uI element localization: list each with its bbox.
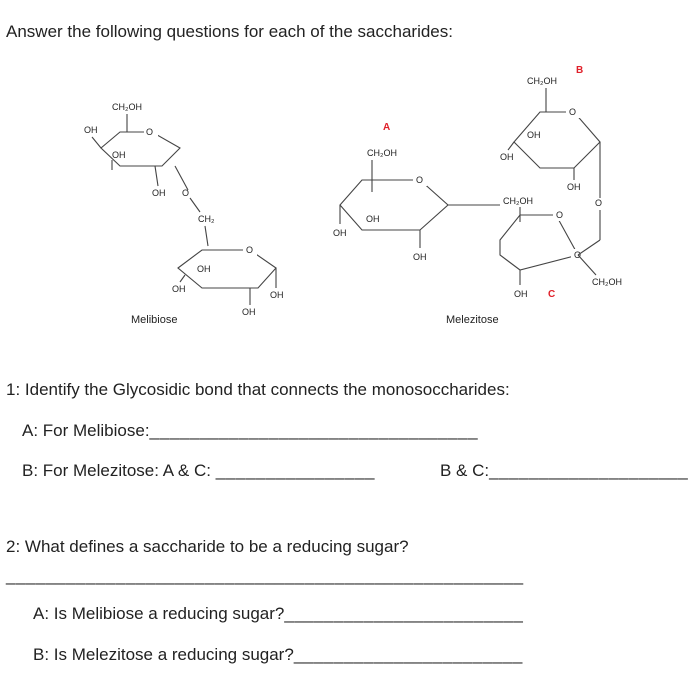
ring-b-marker: B: [576, 65, 584, 76]
oh-label: OH: [514, 289, 528, 299]
oh-label: OH: [270, 290, 284, 300]
q2-a-answer-blank[interactable]: ________________________: [284, 604, 524, 623]
q2-answer-line[interactable]: ____________________________________________________: [6, 566, 524, 585]
q2-b-label: B: Is Melezitose a reducing sugar?: [33, 645, 294, 664]
oh-label: OH: [567, 182, 581, 192]
ring-oxygen-label: O: [574, 250, 582, 260]
oh-label: OH: [500, 152, 514, 162]
ring-c-marker: C: [548, 289, 556, 300]
glycosidic-oxygen-label: O: [182, 188, 190, 198]
melezitose-ring-a: [333, 122, 500, 262]
instructions: Answer the following questions for each of the saccharides:: [6, 22, 453, 41]
ch2oh-label: CH₂OH: [367, 148, 397, 158]
ring-oxygen-label: O: [569, 107, 577, 117]
oh-label: OH: [152, 188, 166, 198]
q1-b-answer-blank[interactable]: ________________: [215, 461, 375, 480]
q1-a-answer-blank[interactable]: _________________________________: [149, 421, 479, 440]
ring-oxygen-label: O: [246, 245, 254, 255]
melezitose-label: Melezitose: [446, 314, 499, 326]
ch2oh-label: CH₂OH: [527, 76, 557, 86]
saccharide-structures-figure: [0, 0, 688, 340]
ring-a-marker: A: [383, 122, 391, 133]
q1-bc-row: [440, 461, 688, 481]
oh-label: OH: [366, 214, 380, 224]
q1-b-row: [22, 461, 375, 481]
melibiose-upper-ring: [84, 102, 215, 246]
oh-label: OH: [172, 284, 186, 294]
oh-label: OH: [112, 150, 126, 160]
ring-oxygen-label: O: [146, 127, 154, 137]
ch2oh-label: CH₂OH: [112, 102, 142, 112]
oh-label: OH: [242, 307, 256, 317]
oh-label: OH: [197, 264, 211, 274]
q1-bc-label: B & C:: [440, 461, 490, 480]
ch2oh-label: CH₂OH: [592, 277, 622, 287]
q2-b-answer-blank[interactable]: _______________________: [293, 645, 523, 664]
ring-oxygen-label: O: [556, 210, 564, 220]
q1-bc-answer-blank[interactable]: ____________________: [489, 461, 688, 480]
melezitose-ring-c: [500, 196, 622, 300]
q1-title: 1: Identify the Glycosidic bond that connects the monosoccharides:: [6, 380, 510, 399]
q2-title: 2: What defines a saccharide to be a reducing sugar?: [6, 537, 409, 556]
q1-a-row: [22, 421, 478, 441]
glycosidic-oxygen-label: O: [595, 198, 603, 208]
q2-a-label: A: Is Melibiose a reducing sugar?: [33, 604, 285, 623]
q1-a-label: A: For Melibiose:: [22, 421, 150, 440]
oh-label: OH: [413, 252, 427, 262]
melibiose-lower-ring: [172, 244, 284, 317]
ring-oxygen-label: O: [416, 175, 424, 185]
oh-label: OH: [84, 125, 98, 135]
oh-label: OH: [527, 130, 541, 140]
ch2oh-label: CH₂OH: [503, 196, 533, 206]
q1-b-label: B: For Melezitose: A & C:: [22, 461, 211, 480]
q2-a-row: [33, 604, 523, 624]
q2-b-row: [33, 645, 523, 665]
melezitose-ring-b: [500, 65, 602, 240]
melibiose-label: Melibiose: [131, 314, 178, 326]
ch2-label: CH₂: [198, 214, 215, 224]
oh-label: OH: [333, 228, 347, 238]
